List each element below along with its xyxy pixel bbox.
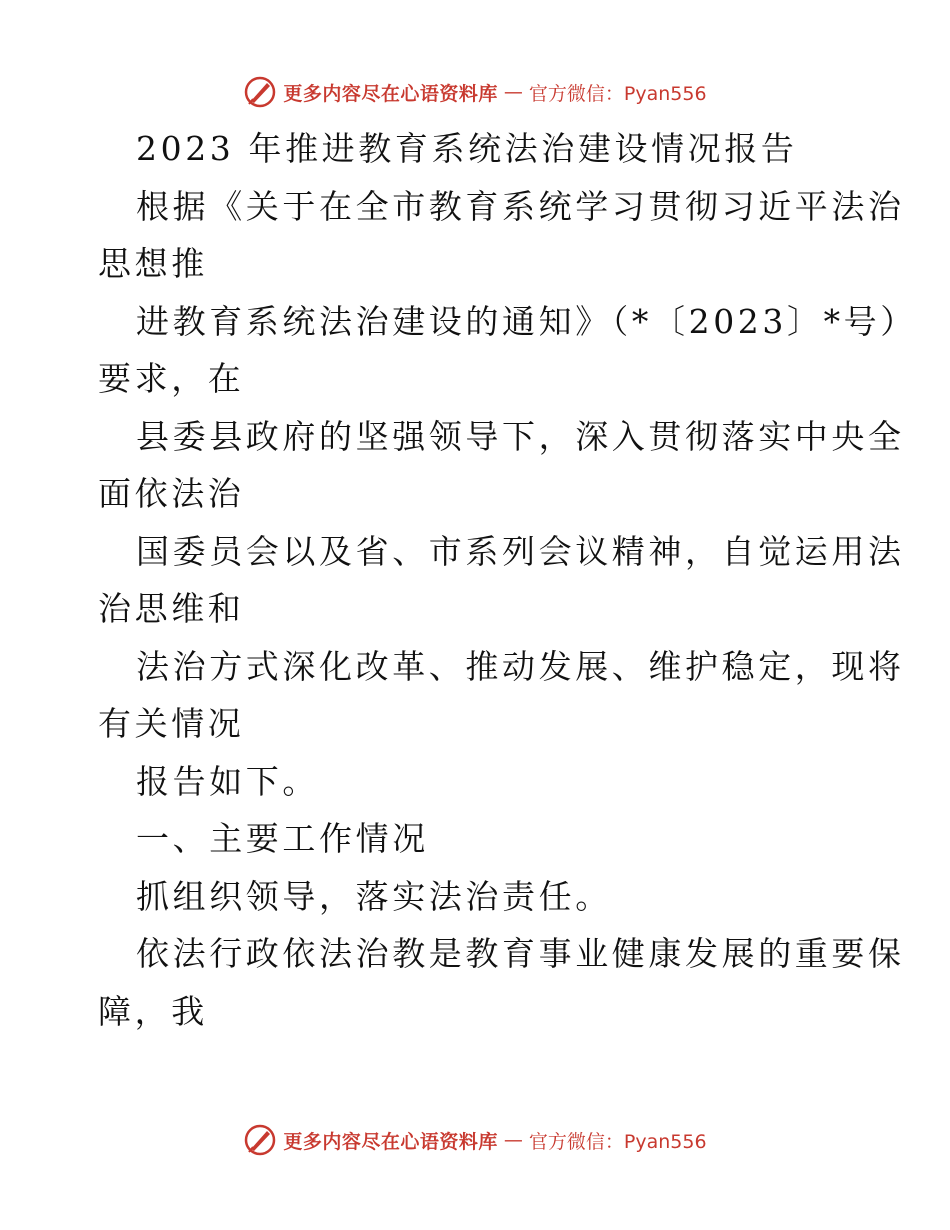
watermark-wechat: 官方微信：Pyan556: [528, 1130, 707, 1153]
watermark-separator: —: [503, 81, 523, 103]
paragraph-line: 报告如下。: [136, 761, 319, 801]
quill-pen-logo-icon: [243, 1123, 277, 1157]
paragraph-line: 有关情况: [98, 704, 245, 743]
section-heading: 一、主要工作情况: [136, 819, 429, 858]
document-title: 2023 年推进教育系统法治建设情况报告: [136, 129, 798, 168]
paragraph-line: 根据《关于在全市教育系统学习贯彻习近平法治: [136, 186, 905, 226]
document-body: [98, 120, 917, 1040]
paragraph-line: 要求，在: [98, 359, 245, 398]
paragraph-line: 障，我: [98, 991, 208, 1031]
watermark-wechat: 官方微信：Pyan556: [528, 82, 707, 105]
paragraph-line: 县委县政府的坚强领导下，深入贯彻落实中央全: [136, 416, 905, 456]
header-watermark: [0, 72, 950, 112]
footer-watermark: [0, 1120, 950, 1160]
paragraph-line: 面依法治: [98, 474, 245, 513]
paragraph-line: 法治方式深化改革、推动发展、维护稳定，现将: [136, 646, 905, 686]
paragraph-line: 进教育系统法治建设的通知》（*〔2023〕*号）: [136, 301, 917, 341]
watermark-text: 更多内容尽在心语资料库: [283, 82, 498, 105]
subsection-heading: 抓组织领导，落实法治责任。: [136, 876, 612, 916]
quill-pen-logo-icon: [243, 75, 277, 109]
paragraph-line: 思想推: [98, 244, 208, 283]
paragraph-line: 国委员会以及省、市系列会议精神，自觉运用法: [136, 531, 905, 571]
paragraph-line: 治思维和: [98, 589, 245, 628]
watermark-separator: —: [503, 1129, 523, 1151]
paragraph-line: 依法行政依法治教是教育事业健康发展的重要保: [136, 934, 905, 973]
watermark-text: 更多内容尽在心语资料库: [283, 1130, 498, 1153]
